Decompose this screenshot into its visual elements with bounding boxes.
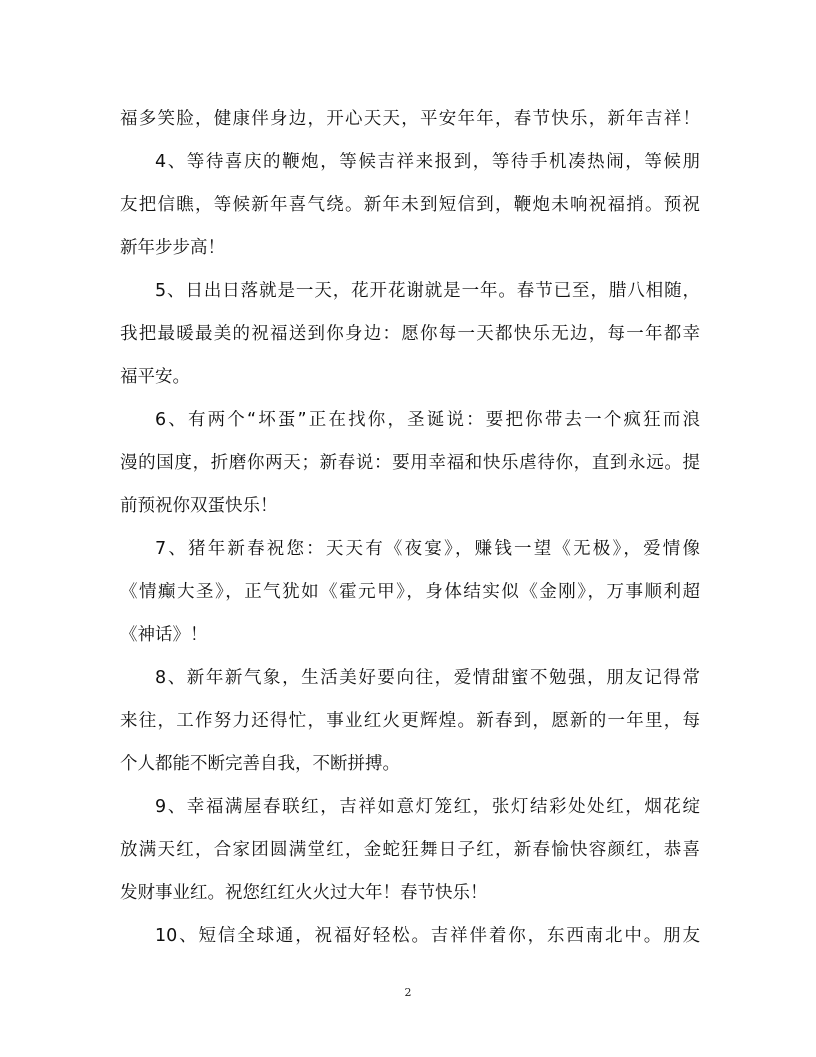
text-line: 5、日出日落就是一天，花开花谢就是一年。春节已至，腊八相随，: [155, 281, 700, 301]
text-line: 放满天红，合家团圆满堂红，金蛇狂舞日子红，新春愉快容颜红，恭喜: [120, 840, 700, 860]
text-line: 新年步步高！: [120, 238, 225, 258]
text-line: 《神话》！: [120, 625, 208, 645]
text-line: 《情癫大圣》，正气犹如《霍元甲》，身体结实似《金刚》，万事顺利超: [120, 582, 700, 602]
text-line: 7、猪年新春祝您：天天有《夜宴》，赚钱一望《无极》，爱情像: [155, 539, 700, 559]
text-line: 8、新年新气象，生活美好要向往，爱情甜蜜不勉强，朋友记得常: [155, 668, 700, 688]
text-line: 9、幸福满屋春联红，吉祥如意灯笼红，张灯结彩处处红，烟花绽: [155, 797, 700, 817]
page-number: 2: [404, 986, 412, 999]
text-line: 福平安。: [120, 367, 190, 387]
text-line: 4、等待喜庆的鞭炮，等候吉祥来报到，等待手机凑热闹，等候朋: [155, 152, 700, 172]
text-line: 我把最暖最美的祝福送到你身边：愿你每一天都快乐无边，每一年都幸: [120, 324, 700, 344]
text-line: 漫的国度，折磨你两天；新春说：要用幸福和快乐虐待你，直到永远。提: [120, 453, 700, 473]
text-line: 友把信瞧，等候新年喜气绕。新年未到短信到，鞭炮未响祝福捎。预祝: [120, 195, 700, 215]
text-line: 个人都能不断完善自我，不断拼搏。: [120, 754, 400, 774]
text-line: 来往，工作努力还得忙，事业红火更辉煌。新春到，愿新的一年里，每: [120, 711, 700, 731]
text-line: 发财事业红。祝您红红火火过大年！春节快乐！: [120, 883, 488, 903]
text-line: 10、短信全球通，祝福好轻松。吉祥伴着你，东西南北中。朋友: [155, 926, 700, 946]
text-line: 6、有两个“坏蛋”正在找你，圣诞说：要把你带去一个疯狂而浪: [155, 410, 700, 430]
text-line: 福多笑脸，健康伴身边，开心天天，平安年年，春节快乐，新年吉祥！: [120, 109, 700, 129]
text-line: 前预祝你双蛋快乐！: [120, 496, 278, 516]
